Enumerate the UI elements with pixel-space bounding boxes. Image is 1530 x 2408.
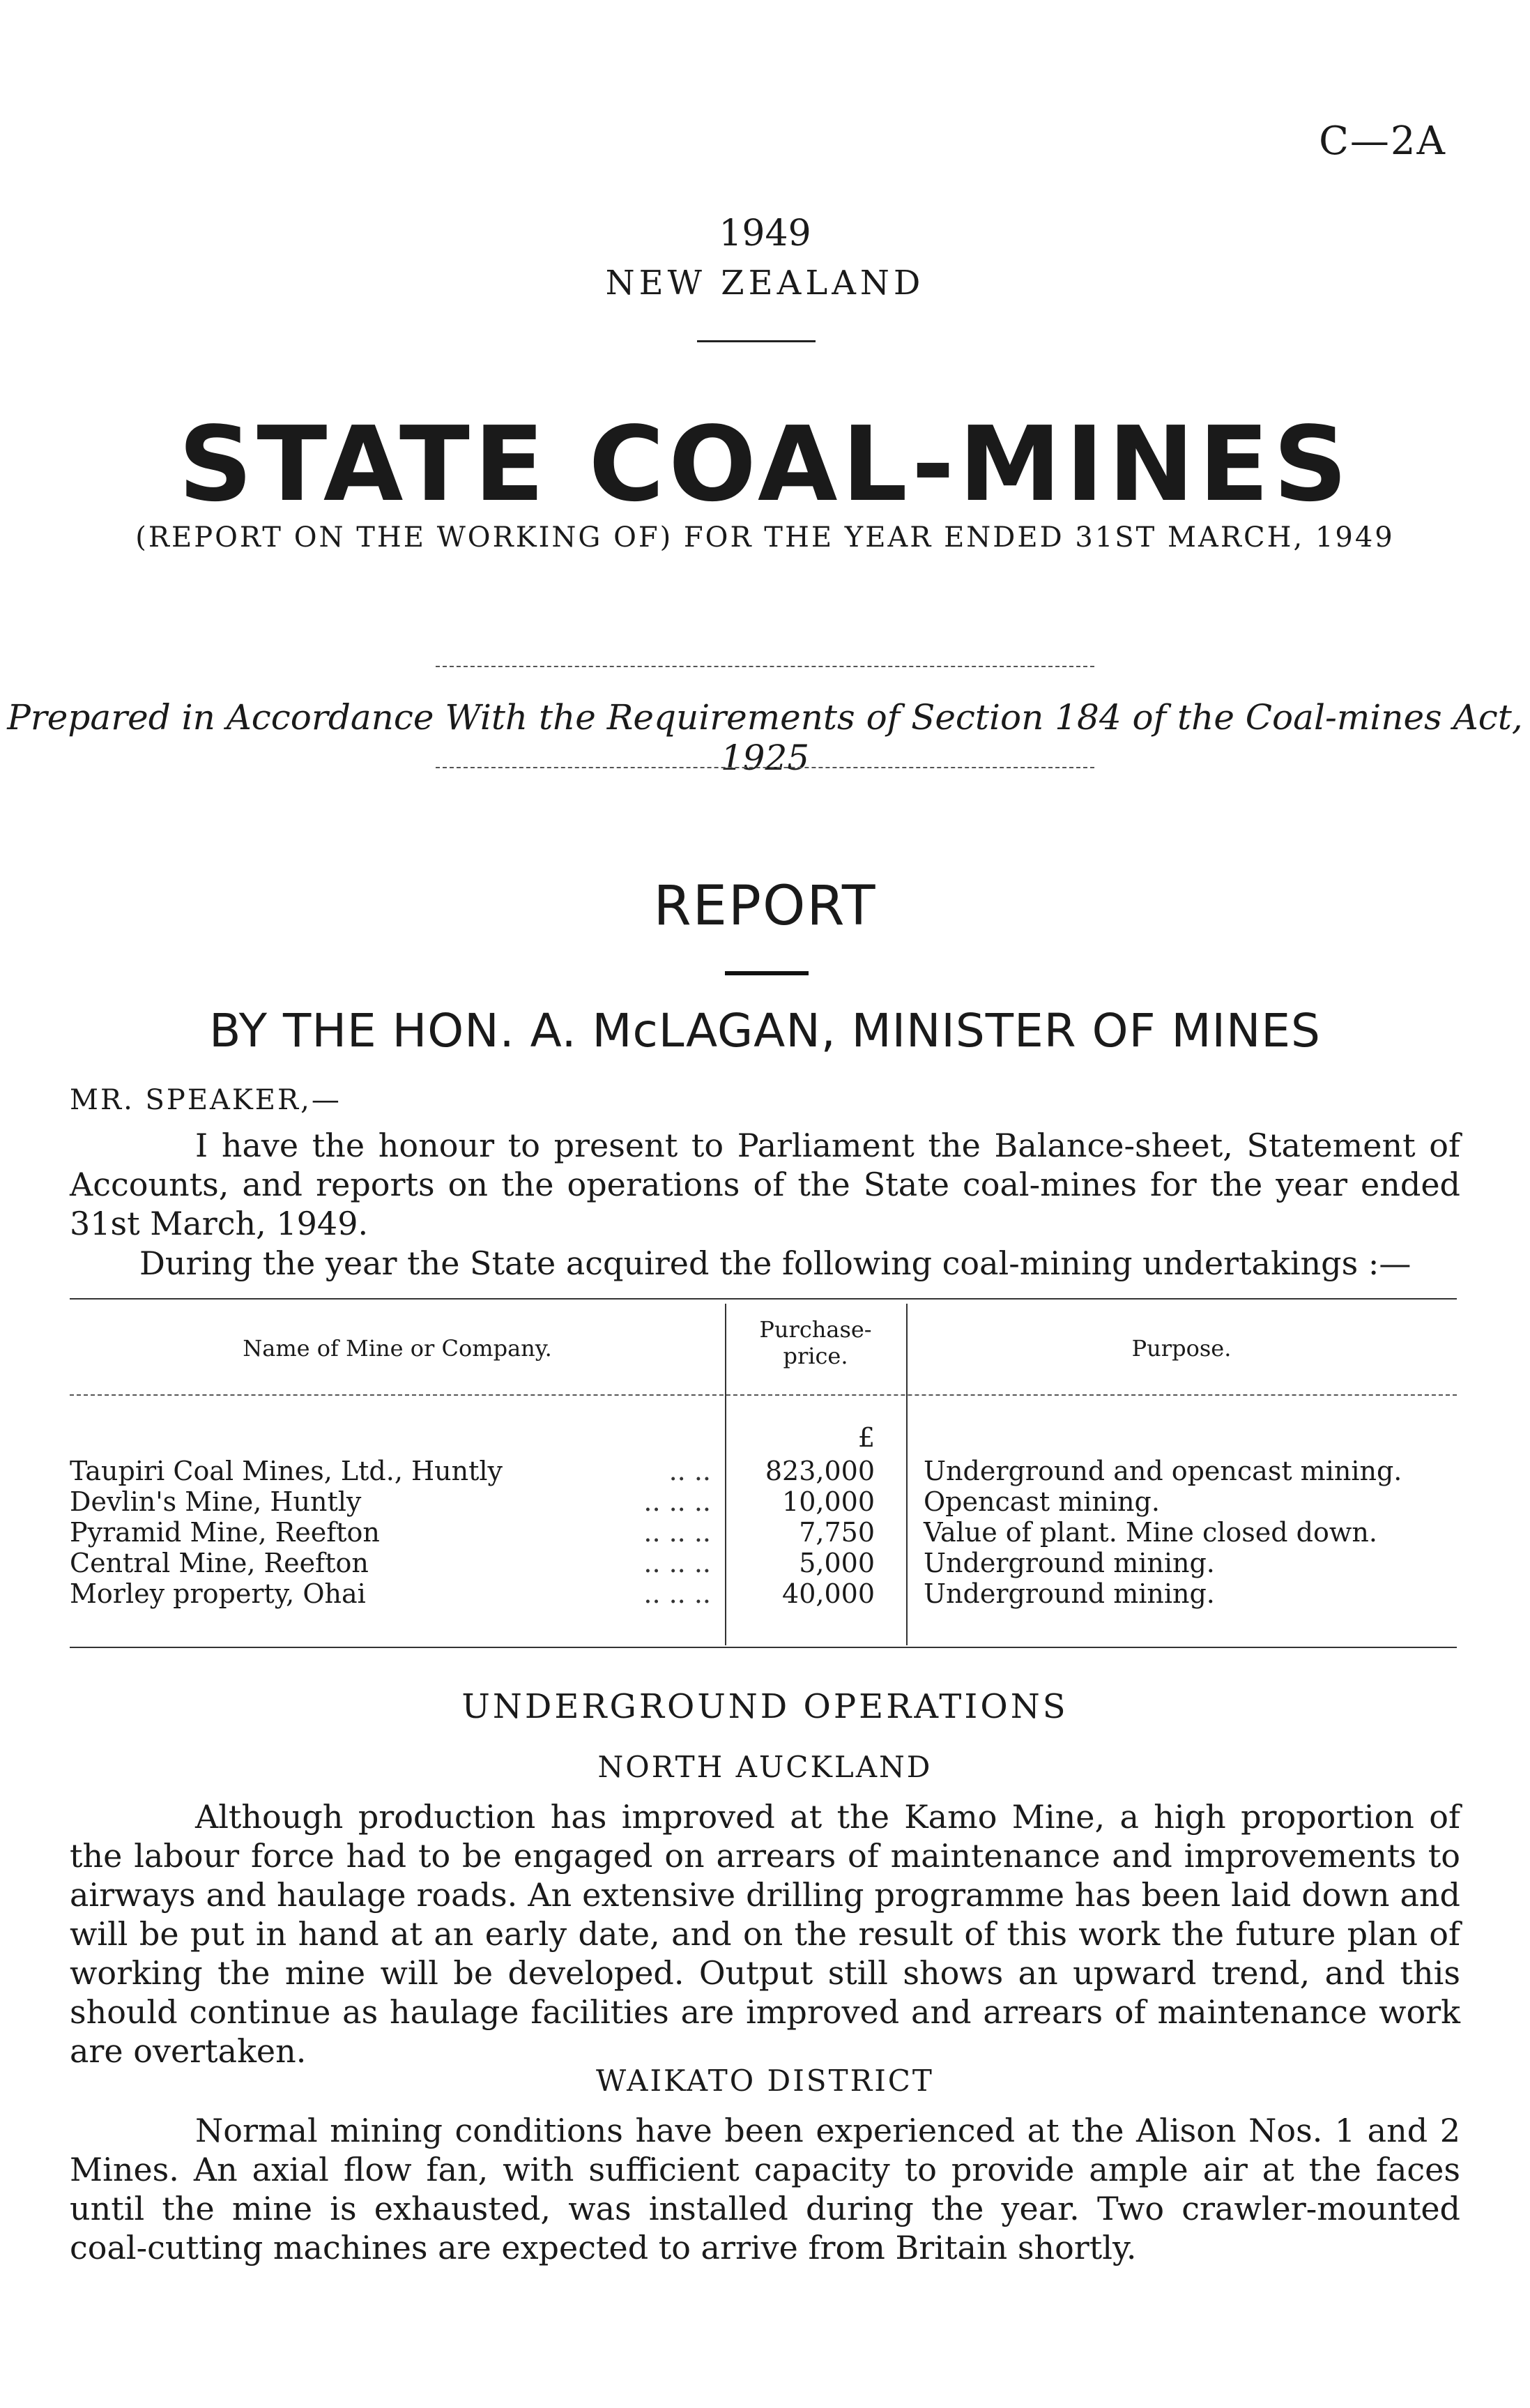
- subsection-heading-north-auckland: NORTH AUCKLAND: [597, 1750, 933, 1784]
- country-heading: NEW ZEALAND: [605, 264, 925, 303]
- table-cell-name: Devlin's Mine, Huntly: [70, 1486, 362, 1517]
- table-top-rule: [70, 1298, 1457, 1300]
- table-cell-price: 7,750: [799, 1517, 875, 1548]
- table-header-rule: [70, 1394, 1457, 1396]
- table-cell-name: Pyramid Mine, Reefton: [70, 1517, 380, 1548]
- table-cell-purpose: Underground mining.: [924, 1578, 1215, 1609]
- document-subtitle: (REPORT ON THE WORKING OF) FOR THE YEAR ENDED 31ST MARCH, 1949: [135, 521, 1395, 554]
- table-cell-purpose: Underground and opencast mining.: [924, 1456, 1402, 1486]
- waikato-text: Normal mining conditions have been experienced at the Alison Nos. 1 and 2 Mines. An axial flow fan, with sufficient capacity to provide ample air at the faces until the mine is exhausted, was installed during the year. Two crawler-mounted coal-cutting machines are expected to arrive from Britain shortly.: [70, 2112, 1460, 2266]
- table-cell-name: Morley property, Ohai: [70, 1578, 366, 1609]
- table-cell-leader-dots: .. .. ..: [643, 1548, 711, 1578]
- intro-text: I have the honour to present to Parliament the Balance-sheet, Statement of Accounts, and reports on the operations of the State coal-mines for the year ended 31st March, 1949.: [70, 1127, 1460, 1242]
- table-cell-leader-dots: .. .. ..: [643, 1486, 711, 1517]
- prepared-statement: Prepared in Accordance With the Requirements of Section 184 of the Coal-mines Act, 1925: [7, 697, 1523, 778]
- table-cell-name: Taupiri Coal Mines, Ltd., Huntly: [70, 1456, 503, 1486]
- table-cell-leader-dots: .. ..: [668, 1456, 711, 1486]
- table-cell-price: 823,000: [765, 1456, 875, 1486]
- dashed-divider: [436, 767, 1094, 768]
- table-cell-purpose: Value of plant. Mine closed down.: [924, 1517, 1377, 1548]
- subsection-heading-waikato: WAIKATO DISTRICT: [596, 2064, 934, 2098]
- table-cell-price: 40,000: [782, 1578, 875, 1609]
- table-cell-purpose: Opencast mining.: [924, 1486, 1160, 1517]
- section-heading-underground: UNDERGROUND OPERATIONS: [461, 1687, 1069, 1726]
- north-auckland-text: Although production has improved at the Kamo Mine, a high proportion of the labour force had to be engaged on arrears of maintenance and improvements to airways and haulage roads. An extensive drilling programme has been laid down and will be put in hand at an early date, and on the result of this work the future plan of working the mine will be developed. Output still shows an upward trend, and this should continue as haulage facilities are improved and arrears of maintenance work are overtaken.: [70, 1798, 1460, 2070]
- acquired-paragraph: [70, 1244, 1460, 1283]
- author-line: BY THE HON. A. McLAGAN, MINISTER OF MINES: [209, 1004, 1321, 1058]
- page-code: C—2A: [1319, 119, 1446, 164]
- north-auckland-paragraph: [70, 1797, 1460, 2071]
- table-bottom-rule: [70, 1647, 1457, 1648]
- column-header-price-line1: Purchase-: [759, 1316, 872, 1343]
- table-cell-purpose: Underground mining.: [924, 1548, 1215, 1578]
- table-cell-leader-dots: .. .. ..: [643, 1578, 711, 1609]
- dashed-divider: [436, 666, 1094, 667]
- divider: [697, 340, 816, 342]
- document-title: STATE COAL-MINES: [178, 404, 1352, 524]
- salutation: MR. SPEAKER,—: [70, 1084, 342, 1116]
- waikato-paragraph: [70, 2111, 1460, 2267]
- report-heading: REPORT: [653, 875, 877, 938]
- divider: [725, 971, 809, 975]
- table-cell-name: Central Mine, Reefton: [70, 1548, 369, 1578]
- column-header-name: Name of Mine or Company.: [243, 1335, 552, 1362]
- table-cell-leader-dots: .. .. ..: [643, 1517, 711, 1548]
- column-header-price-line2: price.: [783, 1343, 848, 1369]
- acquired-text: During the year the State acquired the following coal-mining undertakings :—: [139, 1244, 1412, 1282]
- table-cell-price: 10,000: [782, 1486, 875, 1517]
- column-header-purpose: Purpose.: [1131, 1335, 1232, 1362]
- currency-symbol: £: [857, 1422, 875, 1453]
- publication-year: 1949: [719, 213, 811, 254]
- intro-paragraph: [70, 1126, 1460, 1243]
- column-header-price: [725, 1316, 906, 1369]
- table-cell-price: 5,000: [799, 1548, 875, 1578]
